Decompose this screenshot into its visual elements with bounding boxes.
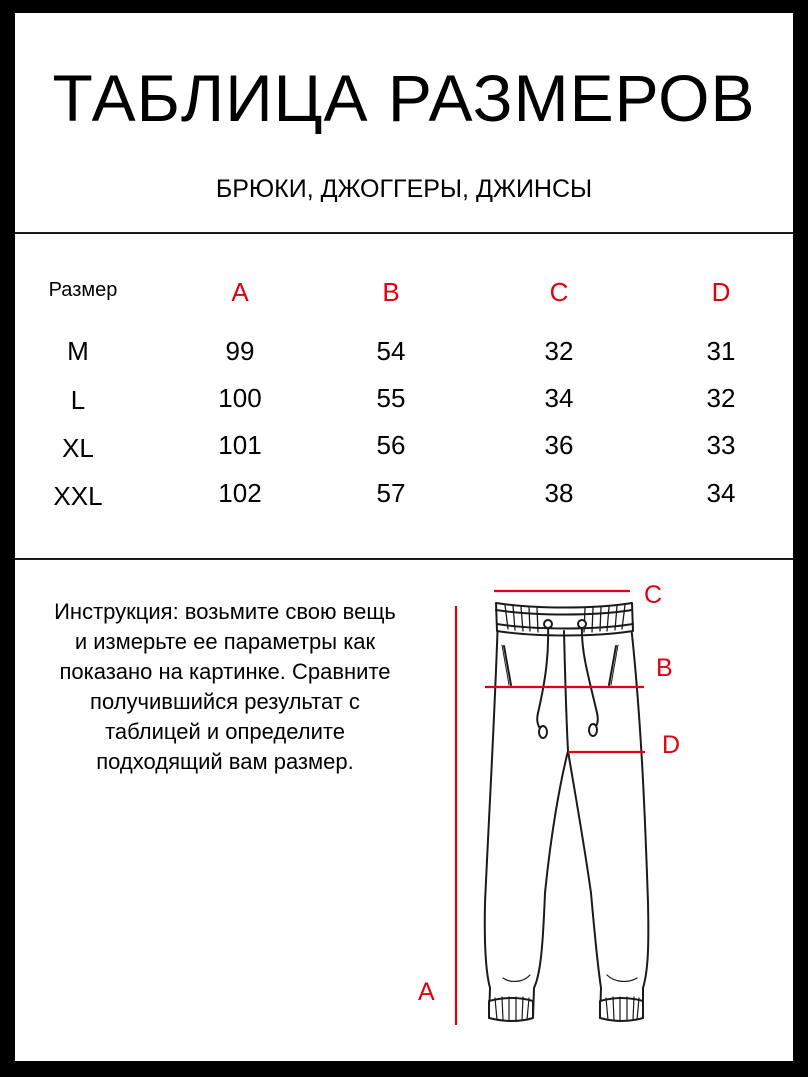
measuring-instructions: Инструкция: возьмите свою вещь и измерьте ее параметры как показано на картинке. Сравните получившийся результат с таблицей и определите подходящий вам размер. — [54, 599, 396, 774]
column-header-d: D — [711, 277, 731, 307]
jogger-pants-icon — [15, 13, 793, 1061]
value-a: 101 — [218, 430, 262, 460]
page-title: ТАБЛИЦА РАЗМЕРОВ — [52, 61, 756, 135]
value-d: 31 — [706, 336, 736, 366]
column-header-c: C — [549, 277, 569, 307]
value-c: 34 — [544, 383, 574, 413]
measure-label-d: D — [662, 731, 681, 759]
value-b: 56 — [376, 430, 406, 460]
value-d: 33 — [706, 430, 736, 460]
value-c: 36 — [544, 430, 574, 460]
size-chart-sheet — [15, 13, 793, 1061]
column-header-a: A — [231, 277, 249, 307]
value-c: 32 — [544, 336, 574, 366]
value-b: 55 — [376, 383, 406, 413]
column-header-b: B — [382, 277, 400, 307]
size-column-header: Размер — [48, 279, 118, 301]
value-b: 54 — [376, 336, 406, 366]
measure-label-b: B — [656, 654, 673, 682]
value-a: 100 — [218, 383, 262, 413]
row-size: M — [67, 336, 89, 366]
value-a: 99 — [225, 336, 255, 366]
value-d: 34 — [706, 478, 736, 508]
measure-label-c: C — [644, 581, 663, 609]
row-size: L — [70, 385, 86, 415]
measure-label-a: A — [418, 978, 435, 1006]
value-c: 38 — [544, 478, 574, 508]
value-a: 102 — [218, 478, 262, 508]
value-b: 57 — [376, 478, 406, 508]
page-subtitle: БРЮКИ, ДЖОГГЕРЫ, ДЖИНСЫ — [215, 175, 593, 203]
value-d: 32 — [706, 383, 736, 413]
row-size: XXL — [53, 481, 103, 511]
row-size: XL — [62, 433, 94, 463]
